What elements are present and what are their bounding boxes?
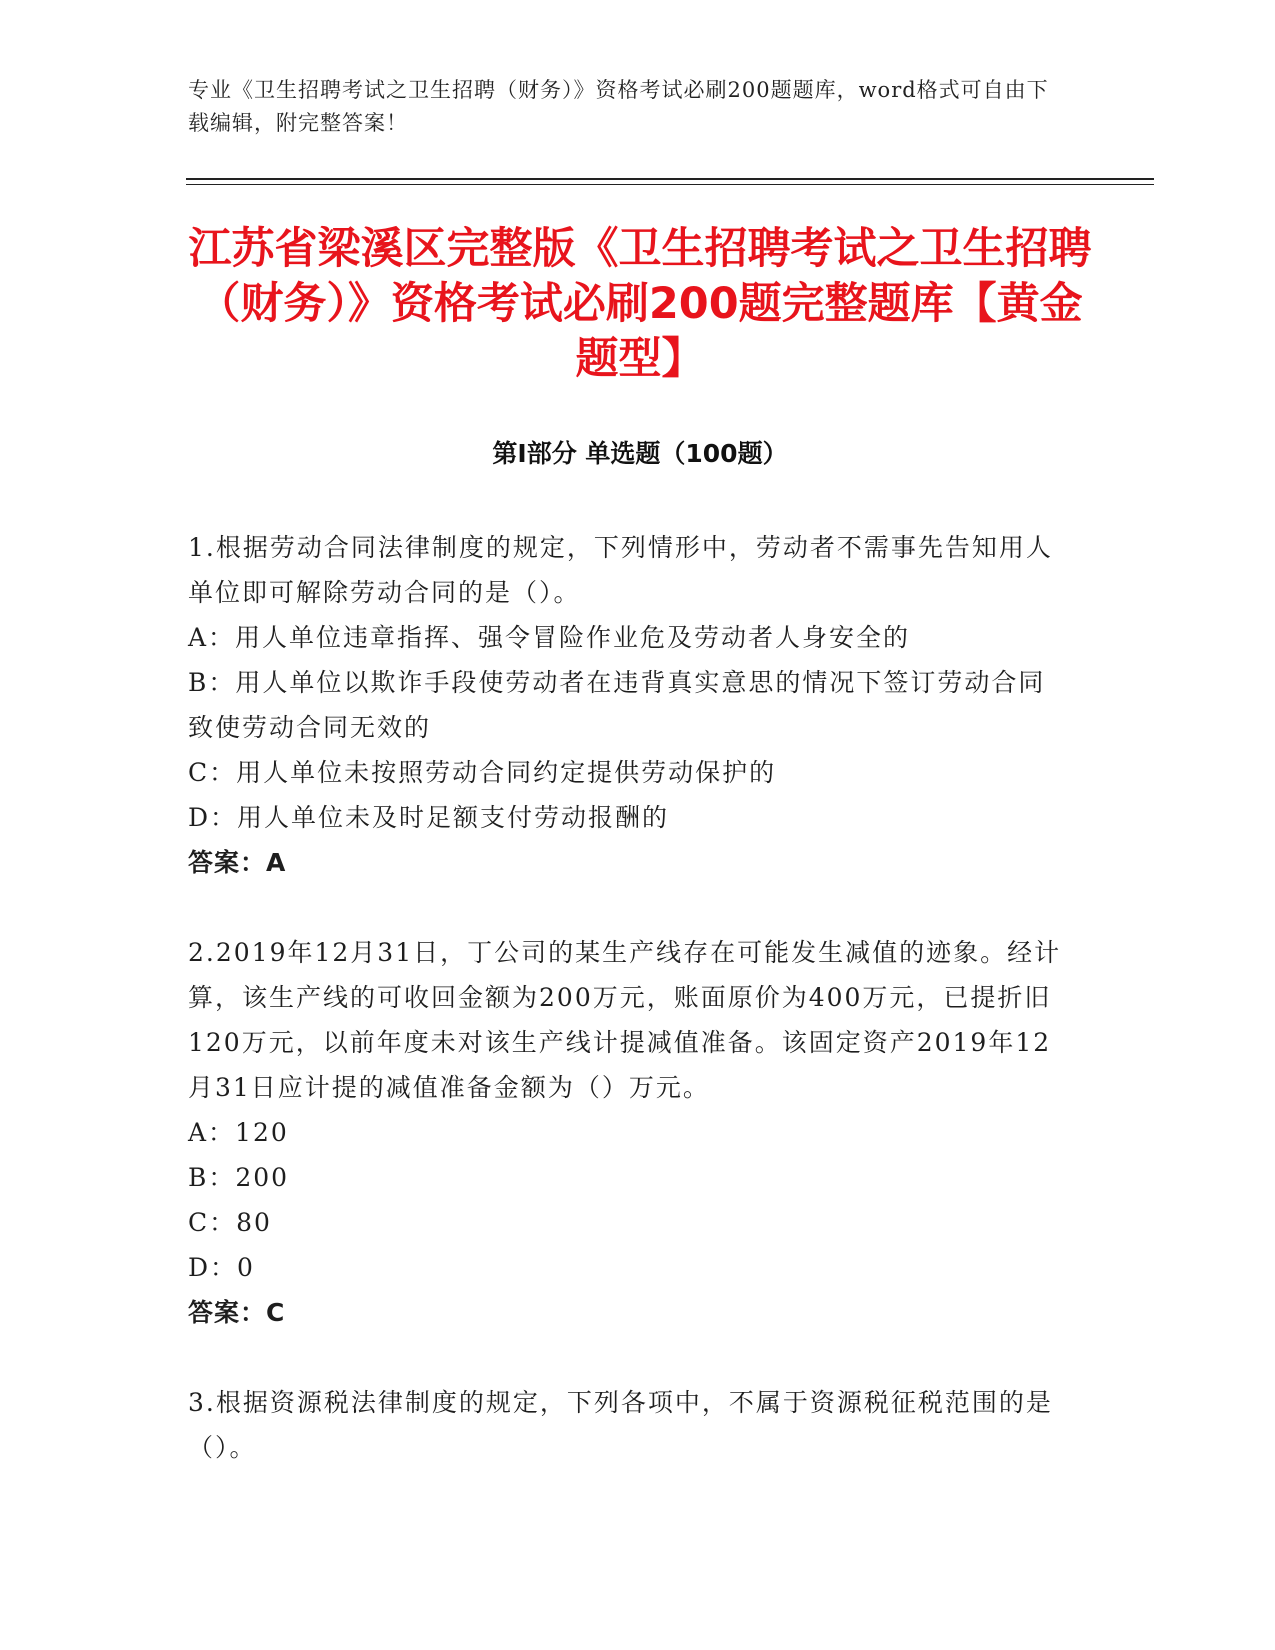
- option-a: A：用人单位违章指挥、强令冒险作业危及劳动者人身安全的: [188, 623, 911, 652]
- header-divider-thick: [186, 178, 1154, 180]
- option-d: D：0: [188, 1253, 255, 1282]
- document-title: 江苏省梁溪区完整版《卫生招聘考试之卫生招聘（财务）》资格考试必刷200题完整题库【黄金题型】: [188, 224, 1092, 384]
- option-a: A：120: [188, 1118, 289, 1147]
- question-3: [188, 1380, 1068, 1470]
- question-2: [188, 930, 1068, 1335]
- section-title: 第I部分 单选题（100题）: [492, 439, 788, 468]
- question-stem: 1.根据劳动合同法律制度的规定，下列情形中，劳动者不需事先告知用人单位即可解除劳动合同的是（）。: [188, 533, 1053, 607]
- option-b: B：用人单位以欺诈手段使劳动者在违背真实意思的情况下签订劳动合同致使劳动合同无效的: [188, 668, 1046, 742]
- header-divider-thin: [186, 184, 1154, 185]
- option-b: B：200: [188, 1163, 290, 1192]
- header-note: 专业《卫生招聘考试之卫生招聘（财务）》资格考试必刷200题题库，word格式可自由下载编辑，附完整答案！: [188, 78, 1049, 135]
- question-list: [188, 525, 1068, 1515]
- question-stem: 2.2019年12月31日，丁公司的某生产线存在可能发生减值的迹象。经计算，该生产线的可收回金额为200万元，账面原价为400万元，已提折旧120万元，以前年度未对该生产线计提减值准备。该固定资产2019年12月31日应计提的减值准备金额为（）万元。: [188, 938, 1062, 1102]
- option-d: D：用人单位未及时足额支付劳动报酬的: [188, 803, 670, 832]
- question-1: [188, 525, 1068, 885]
- answer: 答案：C: [188, 1298, 286, 1327]
- option-c: C：用人单位未按照劳动合同约定提供劳动保护的: [188, 758, 777, 787]
- answer: 答案：A: [188, 848, 287, 877]
- option-c: C：80: [188, 1208, 272, 1237]
- question-stem: 3.根据资源税法律制度的规定，下列各项中，不属于资源税征税范围的是（）。: [188, 1388, 1053, 1462]
